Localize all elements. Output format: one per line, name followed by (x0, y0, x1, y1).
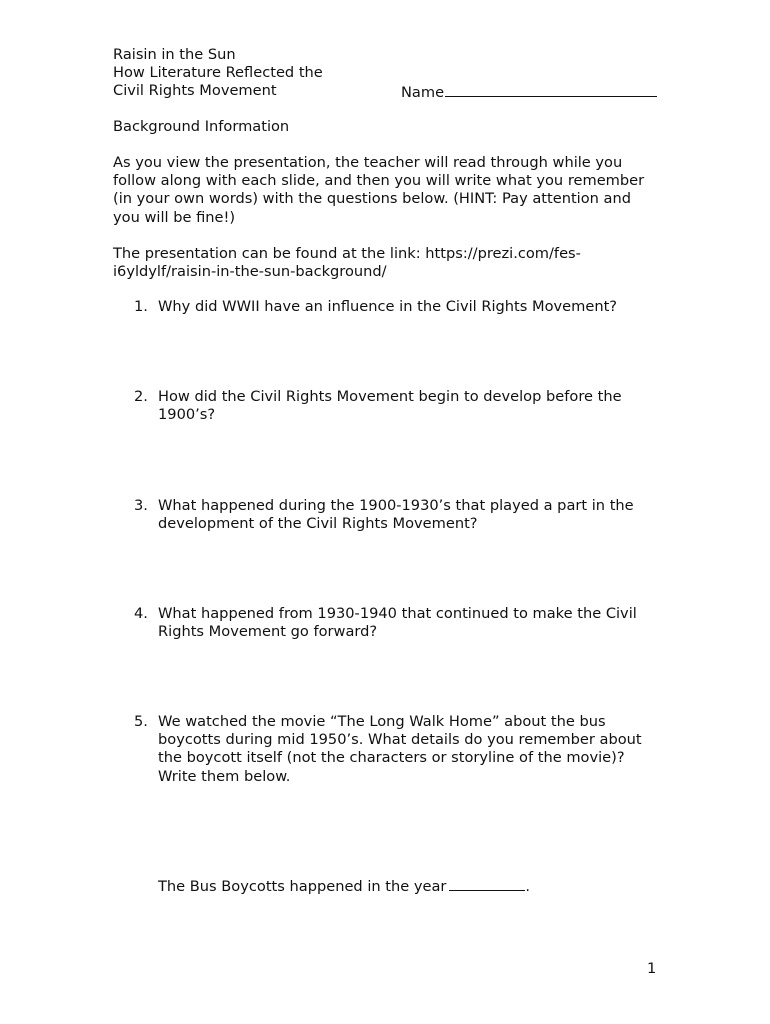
year-prompt-suffix: . (525, 878, 531, 895)
section-title: Background Information (113, 118, 290, 135)
question-text: Why did WWII have an influence in the Civil Rights Movement? (158, 298, 618, 315)
title-line-3: Civil Rights Movement (113, 82, 277, 99)
question-text: What happened during the 1900-1930’s that played a part in the development of the Civil Rights Movement? (158, 497, 634, 533)
year-blank-line[interactable] (449, 876, 525, 891)
title-line-2: How Literature Reflected the (113, 64, 323, 81)
name-blank-line[interactable] (445, 82, 657, 97)
question-text: How did the Civil Rights Movement begin to develop before the 1900’s? (158, 388, 622, 424)
question-number: 3. (134, 497, 148, 514)
question-text: What happened from 1930-1940 that continued to make the Civil Rights Movement go forward? (158, 605, 637, 641)
title-line-1: Raisin in the Sun (113, 46, 236, 63)
name-field (401, 82, 657, 102)
year-prompt-text: The Bus Boycotts happened in the year (158, 878, 447, 895)
page-number: 1 (647, 960, 657, 977)
question-number: 5. (134, 713, 148, 730)
question-number: 1. (134, 298, 148, 315)
question-1 (113, 298, 658, 316)
question-3 (113, 497, 658, 533)
question-4 (113, 605, 658, 641)
bus-boycott-year-prompt (158, 876, 530, 896)
question-text: We watched the movie “The Long Walk Home” about the bus boycotts during mid 1950’s. What details do you remember about the boycott itself (not the characters or storyline of the movie)? Write them below. (158, 713, 642, 785)
intro-paragraph: As you view the presentation, the teacher will read through while you follow along with each slide, and then you will write what you remember (in your own words) with the questions below. (HINT: Pay attention and you will be fine!) (113, 154, 645, 226)
question-number: 4. (134, 605, 148, 622)
question-number: 2. (134, 388, 148, 405)
question-2 (113, 388, 658, 424)
question-5 (113, 713, 658, 786)
link-paragraph: The presentation can be found at the link: https://prezi.com/fes-i6yldylf/raisin-in-the-sun-background/ (113, 245, 581, 281)
name-label: Name (401, 84, 445, 101)
